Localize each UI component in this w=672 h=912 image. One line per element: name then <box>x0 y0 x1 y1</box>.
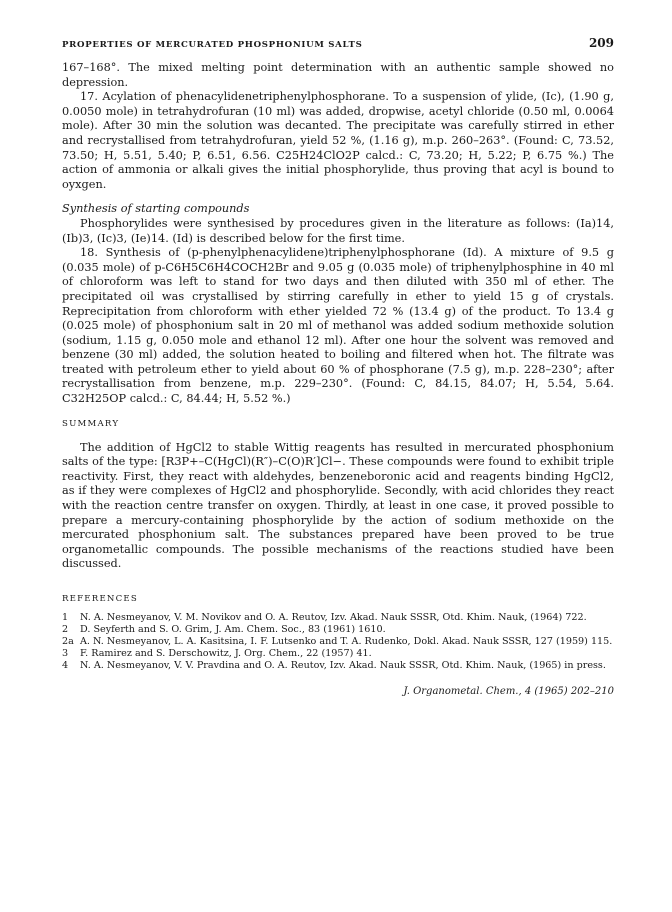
paragraph-continuation: 167–168°. The mixed melting point determination with an authentic sample showed no depression. <box>62 61 614 89</box>
reference-text: N. A. Nesmeyanov, V. M. Novikov and O. A. Reutov, Izv. Akad. Nauk SSSR, Otd. Khim. Nauk, (1964) 722. <box>80 612 587 623</box>
section-heading-synthesis: Synthesis of starting compounds <box>62 202 250 216</box>
reference-number: 2 <box>62 624 69 635</box>
journal-citation-footer: J. Organometal. Chem., 4 (1965) 202–210 <box>403 686 614 697</box>
journal-page <box>62 36 614 697</box>
reference-number: 1 <box>62 612 69 623</box>
reference-text: A. N. Nesmeyanov, L. A. Kasitsina, I. F. Lutsenko and T. A. Rudenko, Dokl. Akad. Nauk SSSR, 127 (1959) 115. <box>80 636 613 647</box>
section-heading-summary: SUMMARY <box>62 418 120 429</box>
reference-item <box>62 648 614 660</box>
reference-text: D. Seyferth and S. O. Grim, J. Am. Chem. Soc., 83 (1961) 1610. <box>80 624 386 635</box>
section-heading-references: REFERENCES <box>62 594 138 604</box>
reference-item <box>62 612 614 624</box>
paragraph-acylation: 17. Acylation of phenacylidenetriphenylphosphorane. To a suspension of ylide, (Ic), (1.90 g, 0.0050 mole) in tetrahydrofuran (10 ml) was added, dropwise, acetyl chloride (0.50 ml, 0.0064 mole). After 30 min the solution was decanted. The precipitate was carefully stirred in ether and recrystallised from tetrahydrofuran, yield 52 %, (1.16 g), m.p. 260–263°. (Found: C, 73.52, 73.50; H, 5.51, 5.40; P, 6.51, 6.56. C25H24ClO2P calcd.: C, 73.20; H, 5.22; P, 6.75 %.) The action of ammonia or alkali gives the initial phosphorylide, thus proving that acyl is bound to oyxgen. <box>62 90 614 191</box>
paragraph-synthesis-id: 18. Synthesis of (p-phenylphenacylidene)triphenylphosphorane (Id). A mixture of 9.5 g (0.035 mole) of p-C6H5C6H4COCH2Br and 9.05 g (0.035 mole) of triphenylphosphine in 40 ml of chloroform was left to stand for two days and then diluted with 350 ml of ether. The precipitated oil was crystallised by stirring carefully in ether to yield 15 g of crystals. Reprecipitation from chloroform with ether yielded 72 % (13.4 g) of the product. To 13.4 g (0.025 mole) of phosphonium salt in 20 ml of methanol was added sodium methoxide solution (sodium, 1.15 g, 0.050 mole and ethanol 12 ml). After one hour the solvent was removed and benzene (30 ml) added, the solution heated to boiling and filtered when hot. The filtrate was treated with petroleum ether to yield about 60 % of phosphorane (7.5 g), m.p. 228–230°; after recrystallisation from benzene, m.p. 229–230°. (Found: C, 84.15, 84.07; H, 5.54, 5.64. C32H25OP calcd.: C, 84.44; H, 5.52 %.) <box>62 246 614 406</box>
reference-number: 3 <box>62 648 69 659</box>
reference-number: 4 <box>62 660 69 671</box>
paragraph-summary: The addition of HgCl2 to stable Wittig reagents has resulted in mercurated phosphonium salts of the type: [R3P+–C(HgCl)(R″)–C(O)R′]Cl−. These compounds were found to exhibit triple reactivity. First, they react with aldehydes, benzeneboronic acid and reagents binding HgCl2, as if they were complexes of HgCl2 and phosphorylide. Secondly, with acid chlorides they react with the reaction centre transfer on oxygen. Thirdly, at least in one case, it proved possible to prepare a mercury-containing phosphorylide by the action of sodium methoxide on the mercurated phosphonium salt. The substances prepared have been proved to be true organometallic compounds. The possible mechanisms of the reactions studied have been discussed. <box>62 440 614 571</box>
reference-item <box>62 660 614 672</box>
paragraph-phosphorylides: Phosphorylides were synthesised by procedures given in the literature as follows: (Ia)14, (Ib)3, (Ic)3, (Ie)14. (Id) is described below for the first time. <box>62 216 614 245</box>
reference-text: N. A. Nesmeyanov, V. V. Pravdina and O. A. Reutov, Izv. Akad. Nauk SSSR, Otd. Khim. Nauk, (1965) in press. <box>80 660 606 671</box>
running-header <box>62 36 614 50</box>
page-number: 209 <box>588 36 614 50</box>
reference-list <box>62 612 614 672</box>
running-title: PROPERTIES OF MERCURATED PHOSPHONIUM SALTS <box>62 40 363 50</box>
reference-item <box>62 624 614 636</box>
reference-number: 2a <box>62 636 74 647</box>
reference-item <box>62 636 614 648</box>
reference-text: F. Ramirez and S. Derschowitz, J. Org. Chem., 22 (1957) 41. <box>80 648 372 659</box>
